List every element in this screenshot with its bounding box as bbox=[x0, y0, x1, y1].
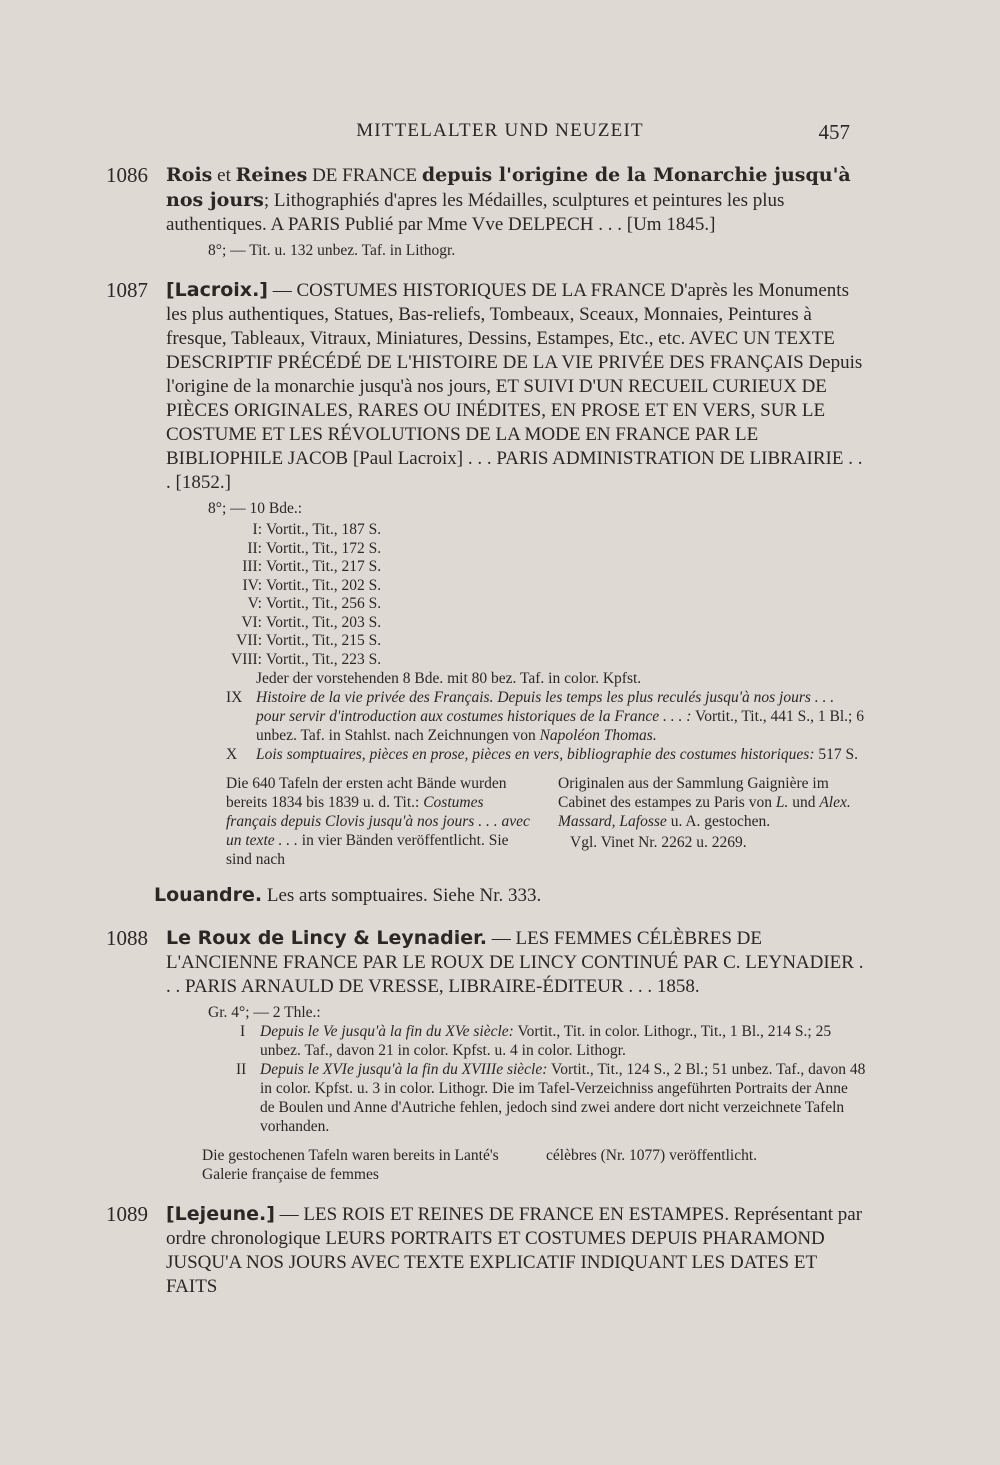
volume-row bbox=[208, 614, 866, 633]
volume-text: Vortit., Tit., 187 S. bbox=[266, 521, 382, 538]
entry-author: Louandre. bbox=[154, 884, 263, 906]
volume-title: Lois somptuaires, pièces en prose, pièces en vers, bibliographie des costumes historiques: bbox=[256, 746, 815, 763]
entry-description: — LES FEMMES CÉLÈBRES DE L'ANCIENNE FRANCE PAR LE ROUX DE LINCY CONTINUÉ PAR C. LEYNADIER . . . PARIS ARNAULD DE VRESSE, LIBRAIRE-ÉDITEUR . . . 1858. bbox=[166, 928, 864, 997]
entry-text bbox=[106, 926, 866, 999]
entry-text bbox=[106, 163, 866, 237]
note-name: Alex. Massard, Lafosse bbox=[558, 794, 851, 830]
entry-collation: 8°; — Tit. u. 132 unbez. Taf. in Lithogr. bbox=[208, 242, 456, 259]
volume-id: IX bbox=[226, 689, 243, 706]
cross-reference-louandre bbox=[106, 883, 866, 908]
page-number: 457 bbox=[818, 120, 850, 144]
entry-author: Le Roux de Lincy & Leynadier. bbox=[166, 927, 487, 949]
volume-text: Vortit., Tit., 441 S., 1 Bl.; 6 unbez. Taf. in Stahlst. nach Zeichnungen von bbox=[256, 708, 864, 744]
volume-id: III: bbox=[242, 558, 262, 575]
entry-author: [Lacroix.] bbox=[166, 279, 268, 301]
volume-text: Vortit., Tit., 223 S. bbox=[266, 650, 382, 668]
volume-id: VI: bbox=[241, 613, 262, 631]
volume-i bbox=[106, 1022, 866, 1060]
entry-number: 1088 bbox=[106, 926, 148, 950]
volume-note: Jeder der vorstehenden 8 Bde. mit 80 bez. Taf. in color. Kpfst. bbox=[256, 670, 642, 687]
note-text: Originalen aus der Sammlung Gaignière im Cabinet des estampes zu Paris von bbox=[558, 775, 829, 811]
entry-text bbox=[106, 1202, 866, 1299]
note-title: Costumes français depuis Clovis jusqu'à nos jours . . . avec un texte . . . bbox=[226, 794, 530, 849]
entry-number: 1089 bbox=[106, 1202, 148, 1226]
note-columns bbox=[106, 774, 866, 869]
entry-title-text: et bbox=[212, 165, 236, 186]
volume-text: Vortit., Tit., 256 S. bbox=[266, 595, 382, 612]
volume-title: Histoire de la vie privée des Français. Depuis les temps les plus reculés jusqu'à nos jours . . . pour servir d'introduction aux costumes historiques de la France . . . : bbox=[256, 689, 835, 725]
entry-number: 1087 bbox=[106, 278, 148, 302]
volume-title: Depuis le XVIe jusqu'à la fin du XVIIIe siècle: bbox=[260, 1061, 548, 1078]
entry-1089 bbox=[106, 1202, 866, 1299]
entry-author: [Lejeune.] bbox=[166, 1203, 275, 1225]
note-text: u. A. gestochen. bbox=[666, 813, 771, 830]
entry-1086 bbox=[106, 163, 866, 260]
note-text: und bbox=[788, 794, 820, 811]
note-text: in vier Bänden veröffentlicht. Sie sind nach bbox=[226, 832, 509, 868]
volume-row bbox=[208, 521, 866, 540]
volume-row bbox=[208, 651, 866, 670]
volume-text: 517 S. bbox=[814, 746, 858, 763]
note-column-right bbox=[558, 774, 866, 869]
volume-row bbox=[208, 595, 866, 614]
volume-list bbox=[106, 521, 866, 669]
volume-id: V: bbox=[247, 595, 262, 612]
volume-id: II bbox=[236, 1061, 247, 1078]
note-text: Die 640 Tafeln der ersten acht Bände wurden bereits 1834 bis 1839 u. d. Tit.: bbox=[226, 775, 507, 811]
note-name: L. bbox=[775, 794, 789, 811]
entry-1088 bbox=[106, 926, 866, 1184]
entry-title-blackletter: depuis l'origine de la Monarchie jusqu'à nos jours bbox=[166, 164, 851, 211]
page-body bbox=[106, 163, 866, 1299]
volume-x bbox=[106, 745, 866, 764]
volume-row bbox=[208, 632, 866, 651]
note-column-left: Die gestochenen Tafeln waren bereits in Lanté's Galerie française de femmes bbox=[202, 1147, 499, 1183]
volume-id: IV: bbox=[242, 576, 262, 594]
note-reference: Vgl. Vinet Nr. 2262 u. 2269. bbox=[570, 834, 747, 851]
volume-row bbox=[208, 540, 866, 559]
volume-ii bbox=[106, 1060, 866, 1136]
entry-collation: 8°; — 10 Bde.: bbox=[208, 500, 303, 517]
note-column-left bbox=[226, 774, 534, 869]
note-columns bbox=[106, 1146, 866, 1184]
entry-title-word: Reines bbox=[235, 164, 308, 186]
entry-description: ; Lithographiés d'apres les Médailles, sculptures et peintures les plus authentiques. A PARIS Publié par Mme Vve DELPECH . . . [Um 1845.] bbox=[166, 190, 785, 235]
entry-collation: Gr. 4°; — 2 Thle.: bbox=[208, 1004, 321, 1021]
volume-id: VII: bbox=[236, 632, 262, 649]
volume-id: I: bbox=[252, 521, 262, 538]
entry-number: 1086 bbox=[106, 163, 148, 187]
cross-reference-text: Les arts somptuaires. Siehe Nr. 333. bbox=[262, 885, 542, 906]
entry-description: — COSTUMES HISTORIQUES DE LA FRANCE D'après les Monuments les plus authentiques, Statues, Bas-reliefs, Tombeaux, Sceaux, Monnaies, Peintures à fresque, Tableaux, Vitraux, Miniatures, Dessins, Estampes, Etc., etc. AVEC UN TEXTE DESCRIPTIF PRÉCÉDÉ DE L'HISTOIRE DE LA VIE PRIVÉE DES FRANÇAIS Depuis l'origine de la monarchie jusqu'à nos jours, ET SUIVI D'UN RECUEIL CURIEUX DE PIÈCES ORIGINALES, RARES OU INÉDITES, EN PROSE ET EN VERS, SUR LE COSTUME ET LES RÉVOLUTIONS DE LA MODE EN FRANCE PAR LE BIBLIOPHILE JACOB [Paul Lacroix] . . . PARIS ADMINISTRATION DE LIBRAIRIE . . . [1852.] bbox=[166, 280, 863, 493]
running-head: MITTELALTER UND NEUZEIT bbox=[356, 120, 644, 141]
volume-id: II: bbox=[247, 539, 262, 557]
volume-id: X bbox=[226, 746, 238, 763]
entry-1087 bbox=[106, 278, 866, 869]
volume-row bbox=[208, 577, 866, 596]
volume-text: Vortit., Tit., 215 S. bbox=[266, 632, 382, 649]
volume-text: Vortit., Tit., 217 S. bbox=[266, 558, 382, 575]
volume-id: I bbox=[240, 1023, 246, 1040]
volume-id: VIII: bbox=[231, 650, 262, 668]
note-column-right: célèbres (Nr. 1077) veröffentlicht. bbox=[546, 1147, 758, 1164]
entry-title-text: DE FRANCE bbox=[307, 165, 422, 186]
volume-title: Depuis le Ve jusqu'à la fin du XVe siècle: bbox=[260, 1023, 514, 1040]
volume-artist: Napoléon Thomas. bbox=[539, 727, 657, 744]
volume-row bbox=[208, 558, 866, 577]
volume-text: Vortit., Tit., 203 S. bbox=[266, 613, 382, 631]
entry-text bbox=[106, 278, 866, 495]
entry-title-word: Rois bbox=[166, 164, 213, 186]
volume-text: Vortit., Tit. in color. Lithogr., Tit., 1 Bl., 214 S.; 25 unbez. Taf., davon 21 in color. Kpfst. u. 4 in color. Lithogr. bbox=[260, 1023, 832, 1059]
volume-text: Vortit., Tit., 202 S. bbox=[266, 576, 382, 594]
volume-ix bbox=[106, 688, 866, 745]
page-header bbox=[0, 120, 1000, 150]
volume-text: Vortit., Tit., 124 S., 2 Bl.; 51 unbez. Taf., davon 48 in color. Kpfst. u. 3 in color. Lithogr. Die im Tafel-Verzeichniss angeführten Portraits der Anne de Boulen und Anne d'Autriche fehlen, jedoch sind zwei andere dort nicht verzeichnete Tafeln vorhanden. bbox=[260, 1061, 866, 1135]
entry-description: — LES ROIS ET REINES DE FRANCE EN ESTAMPES. Représentant par ordre chronologique LEURS PORTRAITS ET COSTUMES DEPUIS PHARAMOND JUSQU'A NOS JOURS AVEC TEXTE EXPLICATIF INDIQUANT LES DATES ET FAITS bbox=[166, 1204, 863, 1297]
volume-text: Vortit., Tit., 172 S. bbox=[266, 539, 382, 557]
